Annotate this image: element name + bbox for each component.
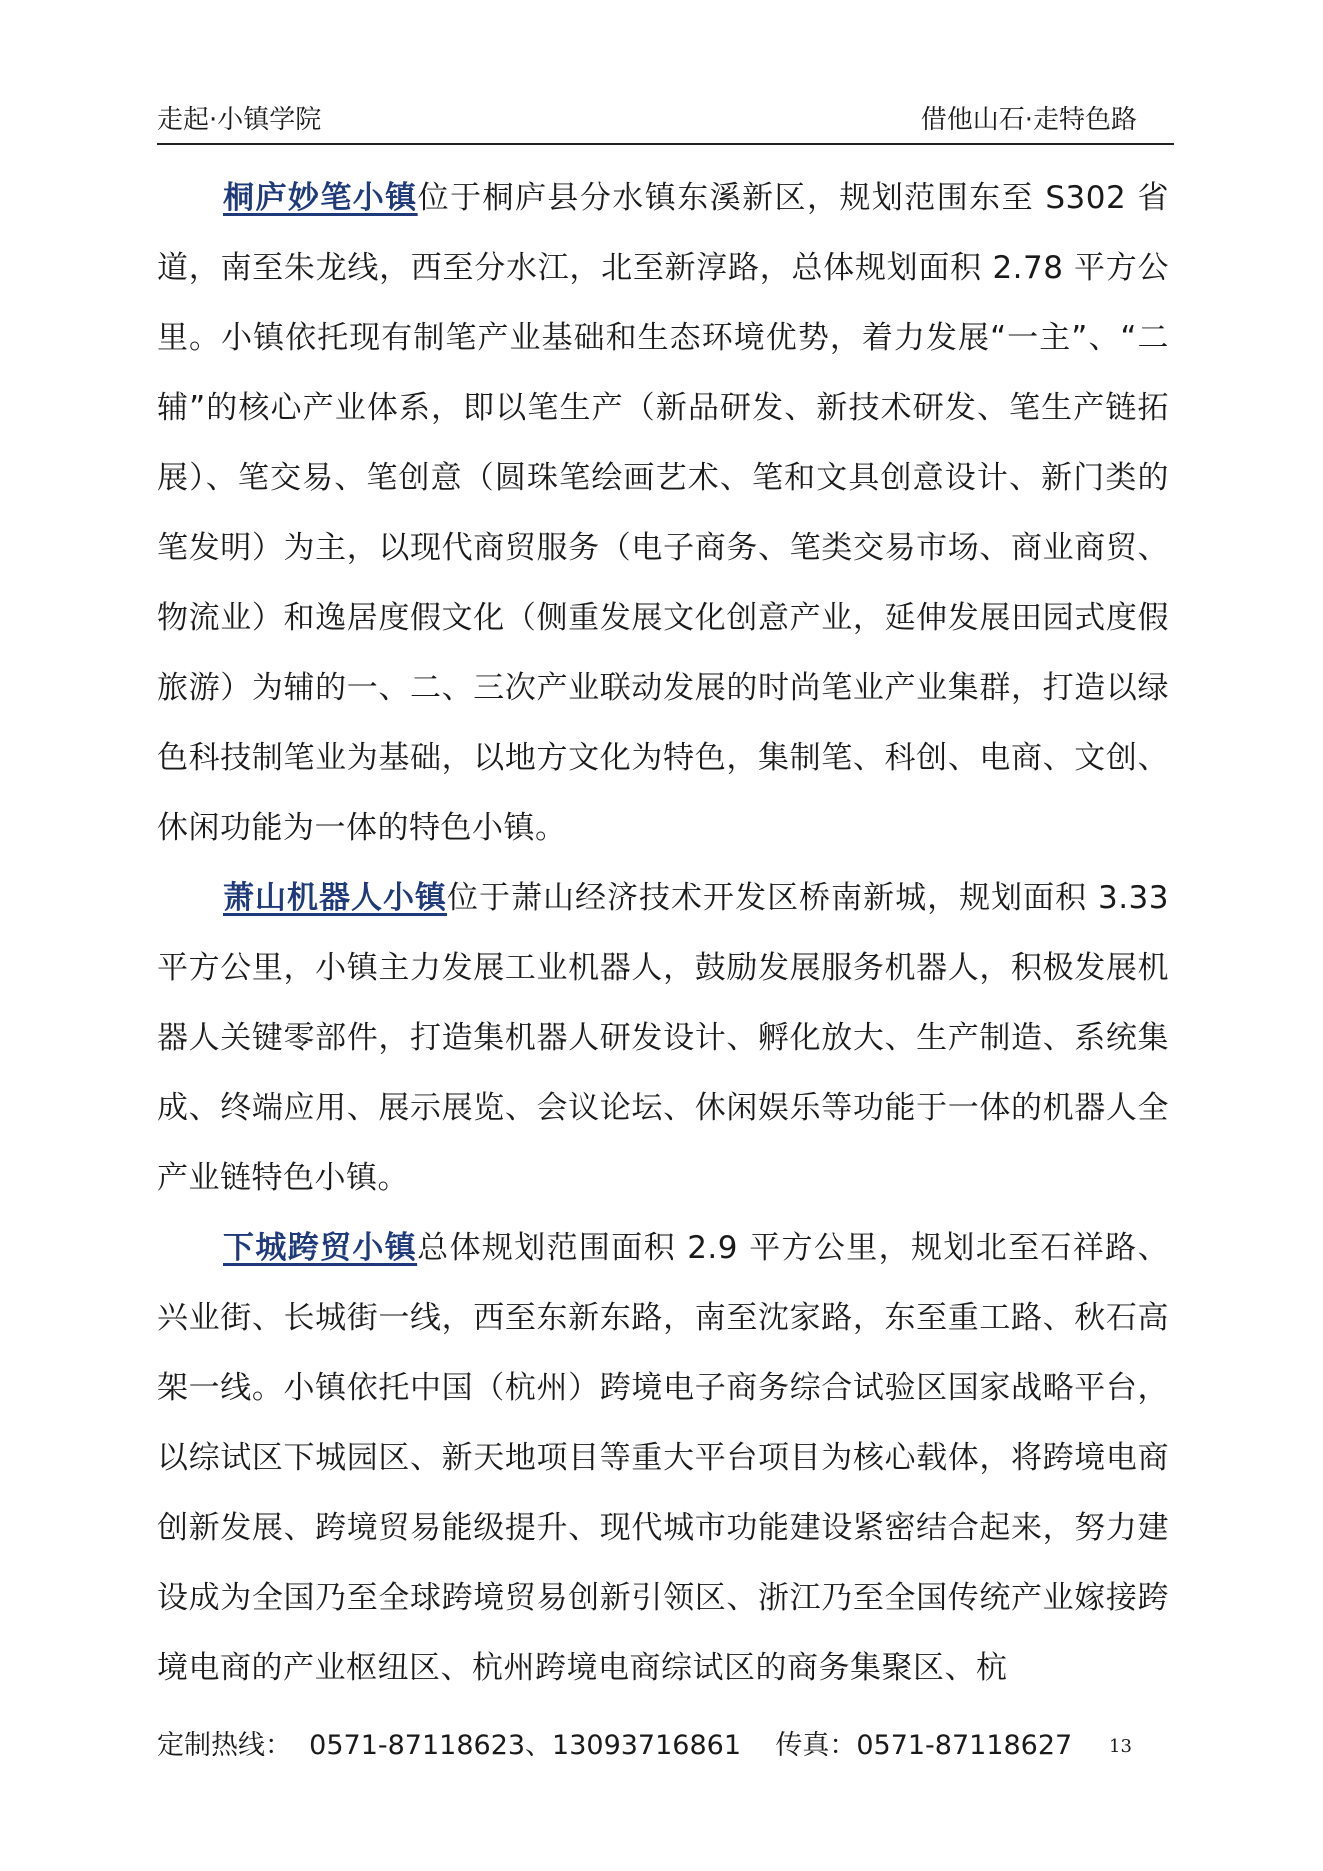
town-name: 萧山机器人小镇: [223, 880, 448, 916]
footer-hotline: 定制热线： 0571-87118623、13093716861 传真：0571-87118627: [157, 1730, 1073, 1761]
paragraph-text: 总体规划范围面积 2.9 平方公里，规划北至石祥路、兴业街、长城街一线，西至东新东路，南至沈家路，东至重工路、秋石高架一线。小镇依托中国（杭州）跨境电子商务综合试验区国家战略平台，以综试区下城园区、新天地项目等重大平台项目为核心载体，将跨境电商创新发展、跨境贸易能级提升、现代城市功能建设紧密结合起来，努力建设成为全国乃至全球跨境贸易创新引领区、浙江乃至全国传统产业嫁接跨境电商的产业枢纽区、杭州跨境电商综试区的商务集聚区、杭: [157, 1230, 1169, 1686]
paragraph-tonglu-miaobi: [157, 163, 1169, 863]
page-number: 13: [1109, 1736, 1132, 1757]
town-name: 下城跨贸小镇: [223, 1230, 418, 1266]
header-divider: [157, 143, 1174, 145]
page-header: [157, 98, 1174, 144]
header-right-title: 借他山石·走特色路: [920, 105, 1137, 135]
paragraph-text: 位于桐庐县分水镇东溪新区，规划范围东至 S302 省道，南至朱龙线，西至分水江，北至新淳路，总体规划面积 2.78 平方公里。小镇依托现有制笔产业基础和生态环境优势，着力发展“一主”、“二辅”的核心产业体系，即以笔生产（新品研发、新技术研发、笔生产链拓展）、笔交易、笔创意（圆珠笔绘画艺术、笔和文具创意设计、新门类的笔发明）为主，以现代商贸服务（电子商务、笔类交易市场、商业商贸、物流业）和逸居度假文化（侧重发展文化创意产业，延伸发展田园式度假旅游）为辅的一、二、三次产业联动发展的时尚笔业产业集群，打造以绿色科技制笔业为基础，以地方文化为特色，集制笔、科创、电商、文创、休闲功能为一体的特色小镇。: [157, 180, 1169, 846]
town-name: 桐庐妙笔小镇: [223, 180, 418, 216]
page-footer: [157, 1728, 1174, 1768]
paragraph-xiaoshan-robot: [157, 863, 1169, 1213]
paragraph-xiacheng-kuamao: [157, 1213, 1169, 1703]
body-content: [157, 163, 1169, 1703]
header-left-title: 走起·小镇学院: [157, 105, 322, 135]
paragraph-text: 位于萧山经济技术开发区桥南新城，规划面积 3.33 平方公里，小镇主力发展工业机器人，鼓励发展服务机器人，积极发展机器人关键零部件，打造集机器人研发设计、孵化放大、生产制造、系统集成、终端应用、展示展览、会议论坛、休闲娱乐等功能于一体的机器人全产业链特色小镇。: [157, 880, 1169, 1196]
